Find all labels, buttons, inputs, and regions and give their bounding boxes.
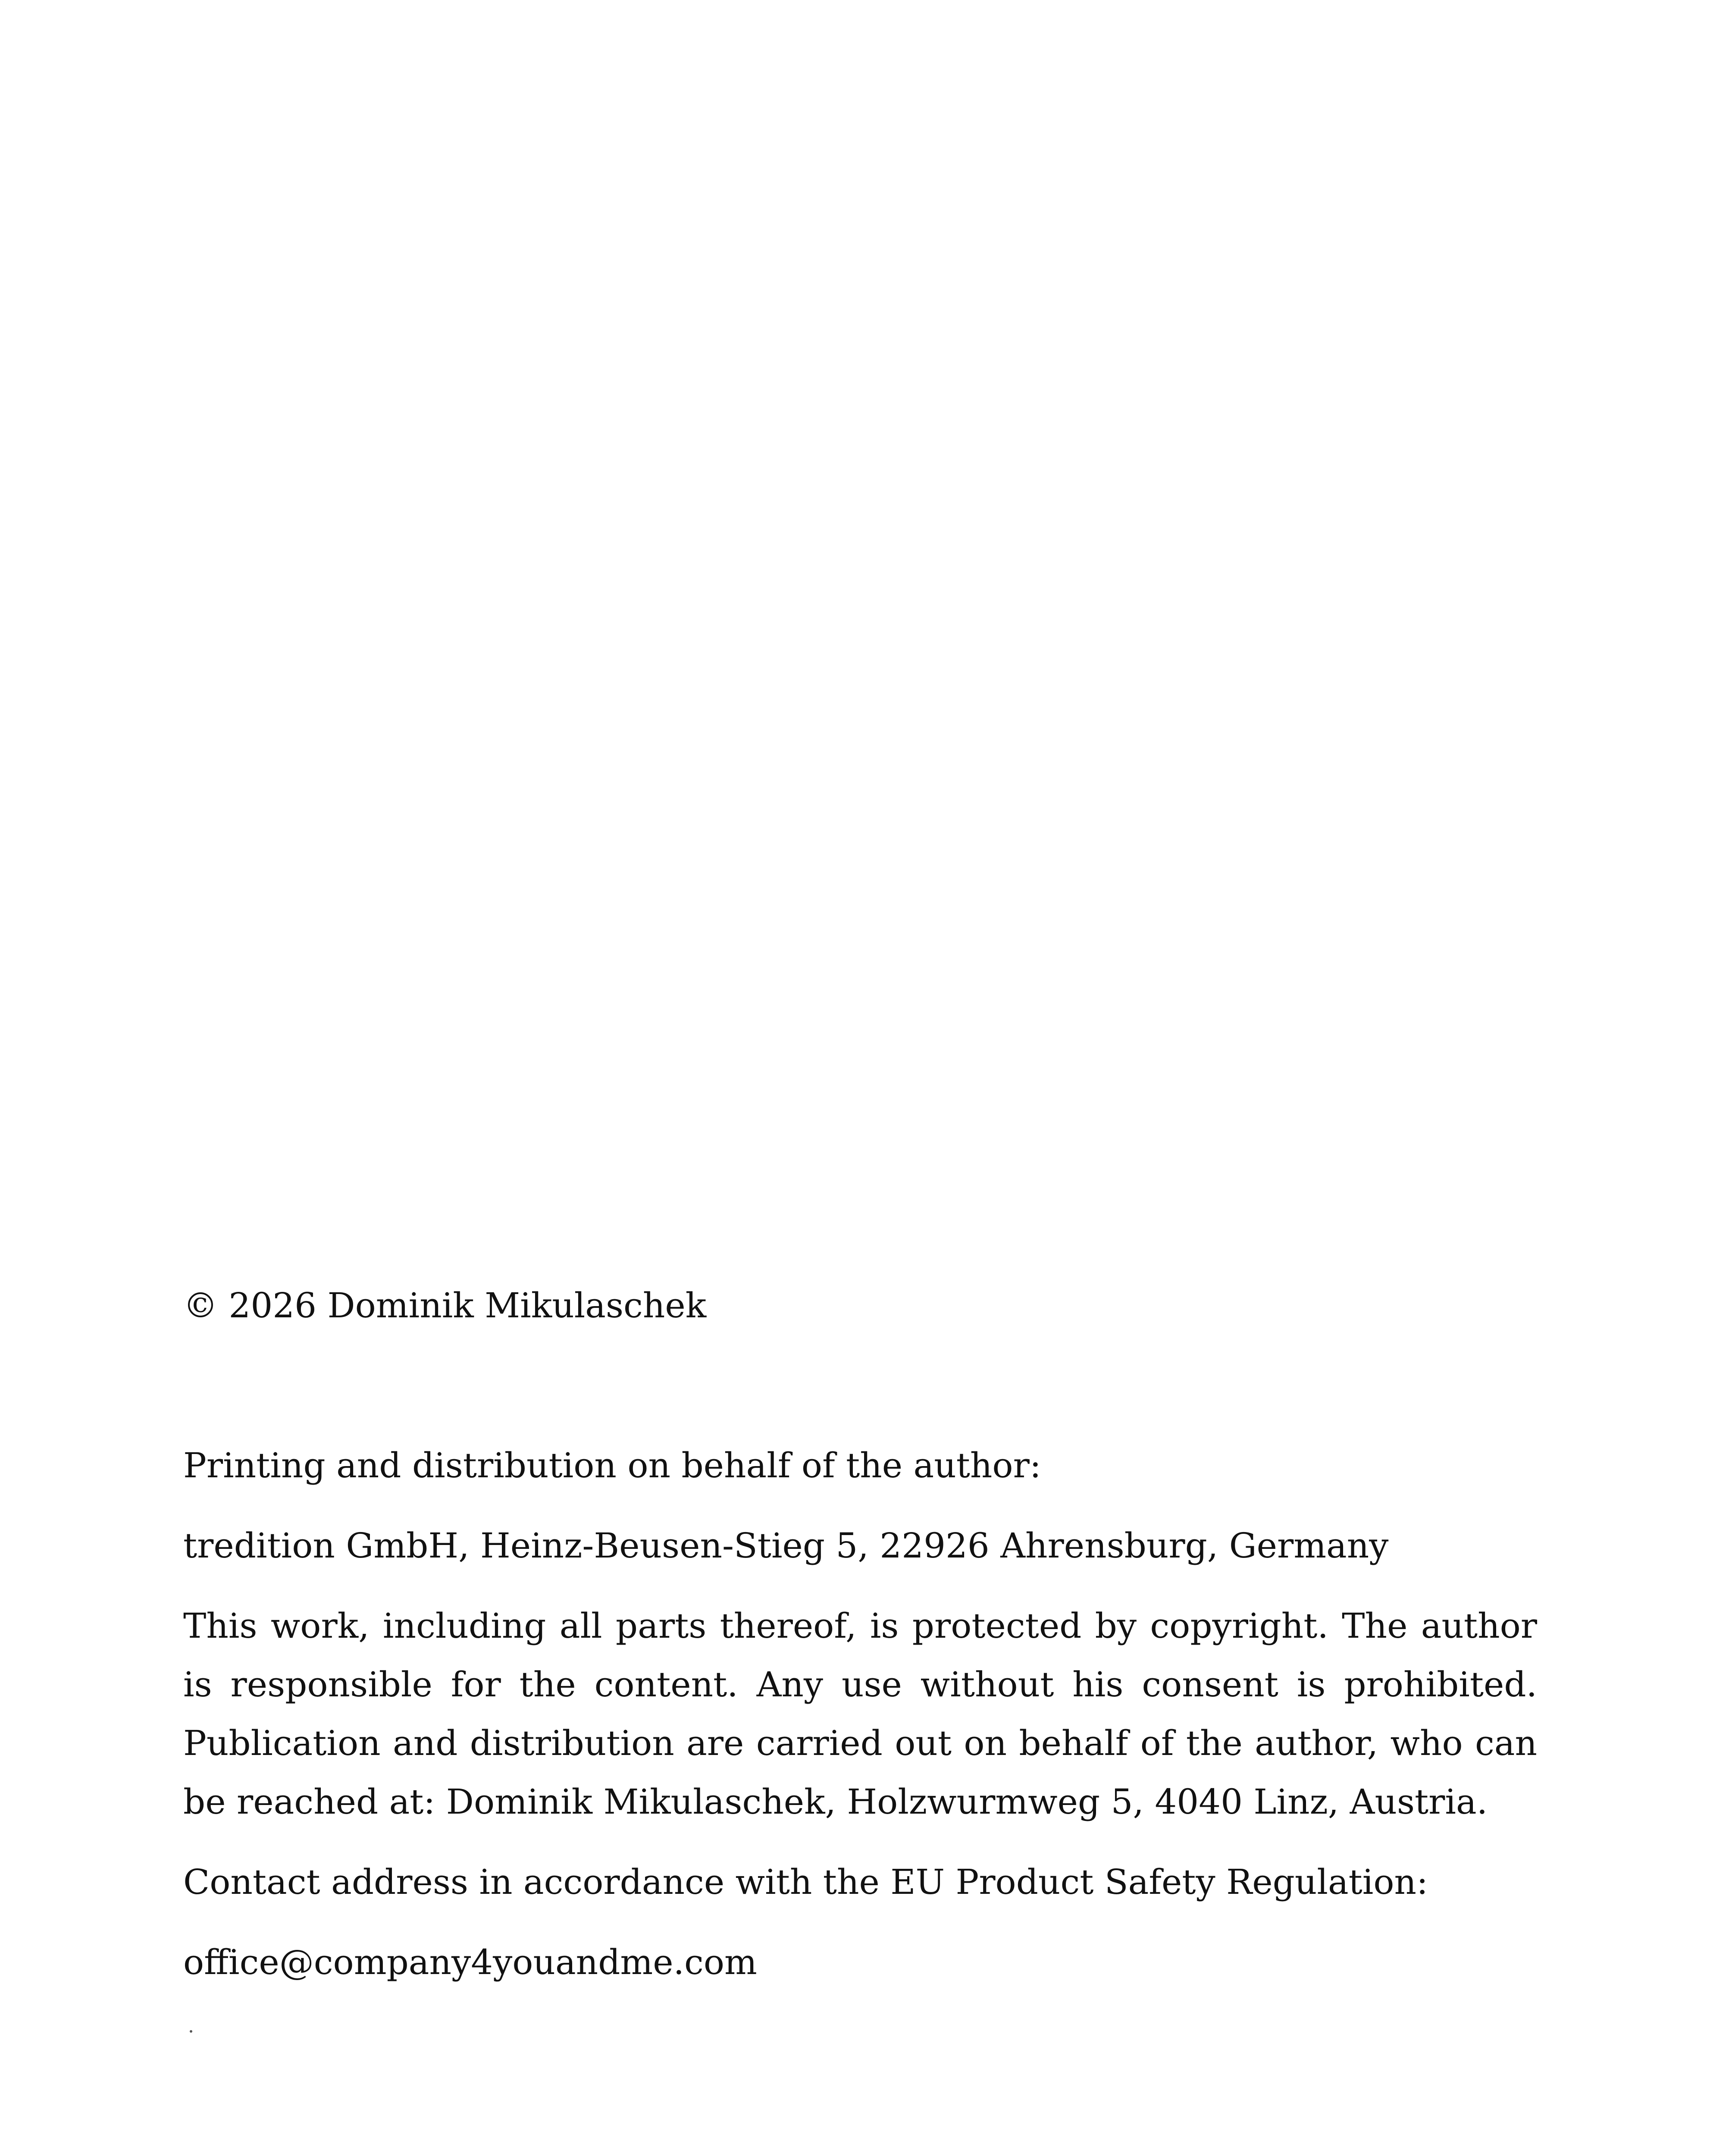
imprint-content: [183, 1276, 1537, 2013]
printing-heading: Printing and distribution on behalf of the author:: [183, 1445, 1041, 1485]
legal-notice: This work, including all parts thereof, is protected by copyright. The author is responsible for the content. Any use without his consent is prohibited. Publication and distribution are carried out on behalf of the author, who can be reached at: Dominik Mikulaschek, Holzwurmweg 5, 4040 Linz, Austria.: [183, 1606, 1537, 1822]
publisher-address: tredition GmbH, Heinz-Beusen-Stieg 5, 22926 Ahrensburg, Germany: [183, 1526, 1389, 1566]
copyright-notice: © 2026 Dominik Mikulaschek: [183, 1285, 707, 1326]
stray-dot-mark: [190, 2030, 192, 2033]
contact-email: office@company4youandme.com: [183, 1942, 757, 1982]
safety-contact-heading: Contact address in accordance with the EU Product Safety Regulation:: [183, 1862, 1428, 1902]
